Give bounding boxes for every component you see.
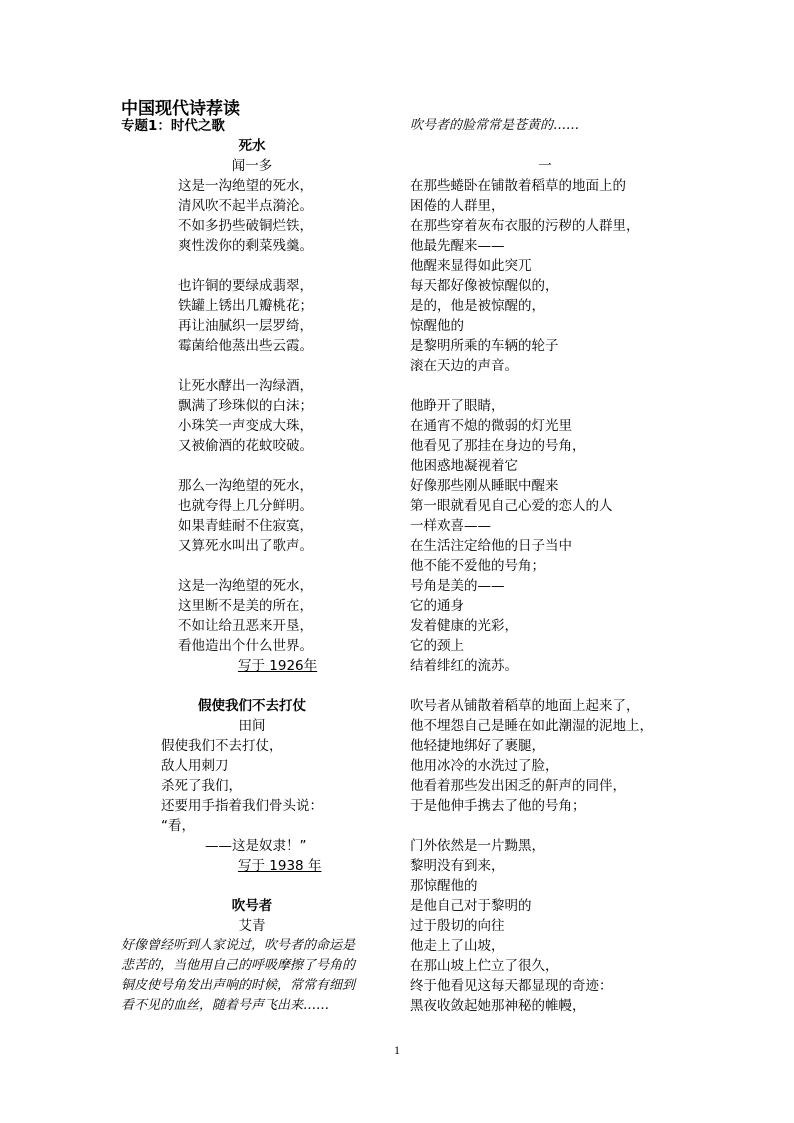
poem-line: 铁罐上锈出几瓣桃花； (178, 298, 313, 314)
poem-line: 困倦的人群里， (410, 198, 505, 214)
poem-line: 它的通身 (410, 598, 464, 614)
poem-line: 是他自己对于黎明的 (410, 898, 532, 914)
poem-line: “看， (161, 818, 195, 834)
poem-line: 也许铜的要绿成翡翠， (178, 278, 313, 294)
poem-line: 黎明没有到来， (410, 858, 505, 874)
poem-line: 清风吹不起半点漪沦。 (178, 198, 313, 214)
poem-line: 小珠笑一声变成大珠， (178, 418, 313, 434)
poem-line: 他用冰冷的水洗过了脸， (410, 758, 559, 774)
poem-line: 在那山坡上伫立了很久， (410, 958, 559, 974)
poem3-body (410, 176, 680, 1016)
poem-line: 这里断不是美的所在， (178, 598, 313, 614)
page-title: 中国现代诗荐读 (121, 99, 240, 119)
intro-line: 看不见的血丝，随着号声飞出来…… (121, 998, 330, 1013)
poem-line: 他最先醒来—— (410, 238, 505, 254)
poem-line: 他看着那些发出困乏的鼾声的同伴， (410, 778, 626, 794)
intro-line: 好像曾经听到人家说过，吹号者的命运是 (121, 938, 356, 953)
poem-line: 他走上了山坡， (410, 938, 505, 954)
poem-line: 那么一沟绝望的死水， (178, 478, 313, 494)
poem-line: 终于他看见这每天都显现的奇迹： (410, 978, 613, 994)
poem2-title: 假使我们不去打仗 (198, 698, 306, 714)
poem-line: 它的颈上 (410, 638, 464, 654)
poem-line: 还要用手指着我们骨头说： (161, 798, 323, 814)
poem-line: 也就夸得上几分鲜明。 (178, 498, 313, 514)
poem-line: 他轻捷地绑好了裹腿， (410, 738, 545, 754)
poem-line: 黑夜收敛起她那神秘的帷幔， (410, 998, 586, 1014)
poem-line: ——这是奴隶！” (205, 838, 307, 854)
poem-line: 这是一沟绝望的死水， (178, 578, 313, 594)
intro-line-end: 吹号者的脸常常是苍黄的…… (410, 118, 580, 133)
poem-line: 爽性泼你的剩菜残羹。 (178, 238, 313, 254)
poem-line: 让死水酵出一沟绿酒， (178, 378, 313, 394)
poem-line: 杀死了我们， (161, 778, 242, 794)
poem-line: 在生活注定给他的日子当中 (410, 538, 572, 554)
topic-heading: 专题1：时代之歌 (121, 118, 225, 134)
poem-line: 吹号者从铺散着稻草的地面上起来了， (410, 698, 640, 714)
poem-line: 他睁开了眼睛， (410, 398, 505, 414)
poem-line: 第一眼就看见自己心爱的恋人的人 (410, 498, 613, 514)
poem-line: 霉菌给他蒸出些云霞。 (178, 338, 313, 354)
poem-line: 号角是美的—— (410, 578, 505, 594)
poem-line: 他不能不爱他的号角； (410, 558, 545, 574)
intro-line: 铜皮使号角发出声响的时候，常常有细到 (121, 978, 356, 993)
poem-line: 不如多扔些破铜烂铁， (178, 218, 313, 234)
poem-line: 不如让给丑恶来开垦， (178, 618, 313, 634)
section-number: 一 (538, 158, 552, 174)
left-column (121, 116, 383, 1016)
poem1-title: 死水 (238, 138, 266, 154)
poem-line: 他看见了那挂在身边的号角， (410, 438, 586, 454)
poem1-date: 写于 1926年 (238, 658, 318, 674)
poem-line: 于是他伸手携去了他的号角； (410, 798, 586, 814)
poem-line: 他不埋怨自己是睡在如此潮湿的泥地上， (410, 718, 653, 734)
poem-line: 看他造出个什么世界。 (178, 638, 313, 654)
poem3-intro (121, 936, 383, 1016)
poem-line: 敌人用刺刀 (161, 758, 229, 774)
poem2-body (121, 736, 383, 856)
right-column (410, 116, 680, 1016)
poem-line: 发着健康的光彩， (410, 618, 518, 634)
page-number: 1 (394, 1043, 400, 1057)
poem-line: 他困惑地凝视着它 (410, 458, 518, 474)
poem-line: 过于殷切的向往 (410, 918, 505, 934)
poem-line: 他醒来显得如此突兀 (410, 258, 532, 274)
poem-line: 好像那些刚从睡眠中醒来 (410, 478, 559, 494)
poem-line: 是黎明所乘的车辆的轮子 (410, 338, 559, 354)
poem-line: 这是一沟绝望的死水， (178, 178, 313, 194)
poem-line: 又被偷酒的花蚊咬破。 (178, 438, 313, 454)
poem1-author: 闻一多 (231, 158, 273, 174)
poem-line: 一样欢喜—— (410, 518, 491, 534)
poem-line: 是的，他是被惊醒的， (410, 298, 545, 314)
poem3-title: 吹号者 (231, 898, 273, 914)
poem-line: 在通宵不熄的微弱的灯光里 (410, 418, 572, 434)
poem-line: 又算死水叫出了歌声。 (178, 538, 313, 554)
poem-line: 飘满了珍珠似的白沫； (178, 398, 313, 414)
poem2-author: 田间 (238, 718, 266, 734)
poem-line: 再让油腻织一层罗绮， (178, 318, 313, 334)
poem-line: 惊醒他的 (410, 318, 464, 334)
poem-line: 每天都好像被惊醒似的， (410, 278, 559, 294)
poem-line: 那惊醒他的 (410, 878, 478, 894)
poem-line: 在那些蜷卧在铺散着稻草的地面上的 (410, 178, 626, 194)
poem1-body (121, 176, 383, 656)
poem-line: 滚在天边的声音。 (410, 358, 518, 374)
poem2-date: 写于 1938 年 (238, 858, 322, 874)
poem-line: 在那些穿着灰布衣服的污秽的人群里， (410, 218, 640, 234)
poem-line: 假使我们不去打仗， (161, 738, 283, 754)
poem-line: 如果青蛙耐不住寂寞， (178, 518, 313, 534)
poem3-author: 艾青 (238, 918, 266, 934)
intro-line: 悲苦的，当他用自己的呼吸摩擦了号角的 (121, 958, 356, 973)
poem-line: 门外依然是一片黝黑， (410, 838, 545, 854)
poem-line: 结着绯红的流苏。 (410, 658, 518, 674)
